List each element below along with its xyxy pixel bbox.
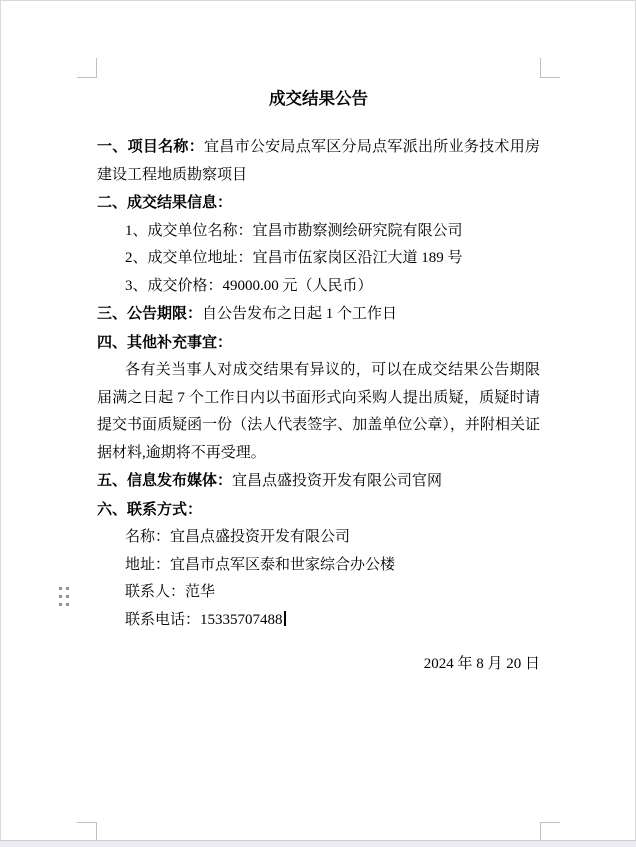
section-notice-period-value: 自公告发布之日起 1 个工作日 [202, 306, 398, 322]
contact-phone-text: 联系电话：15335707488 [125, 611, 283, 628]
margin-mark-top-left [77, 58, 97, 78]
section-media-label: 五、信息发布媒体： [97, 472, 233, 489]
section-project-name-label: 一、项目名称： [97, 138, 204, 155]
section-result-info-heading [97, 189, 540, 218]
margin-mark-bottom-left [77, 822, 97, 842]
document-title: 成交结果公告 [269, 90, 368, 108]
contact-address: 地址：宜昌市点军区泰和世家综合办公楼 [125, 556, 396, 573]
section-contact-heading [97, 496, 540, 525]
section-supplement-label: 四、其他补充事宜： [97, 333, 233, 351]
result-item-supplier-address: 2、成交单位地址：宜昌市伍家岗区沿江大道 189 号 [125, 250, 463, 266]
result-item-price: 3、成交价格：49000.00 元（人民币） [125, 277, 373, 294]
contact-person: 联系人：范华 [125, 584, 216, 600]
section-result-info-label: 二、成交结果信息： [97, 194, 233, 211]
margin-mark-bottom-right [540, 822, 560, 842]
section-media-value: 宜昌点盛投资开发有限公司官网 [232, 473, 443, 489]
app-background-strip [0, 840, 636, 847]
section-media [97, 467, 540, 496]
section-project-name [97, 133, 540, 189]
document-date: 2024 年 8 月 20 日 [423, 656, 540, 672]
section-supplement-heading [97, 329, 540, 358]
contact-phone [97, 607, 540, 635]
margin-mark-top-right [540, 58, 560, 78]
section-contact-label: 六、联系方式： [97, 500, 203, 518]
document-page [97, 86, 540, 679]
section-project-name-value: 宜昌市公安局点军区分局点军派出所业务技术用房建设工程地质勘察项目 [97, 139, 540, 183]
text-cursor [284, 611, 286, 626]
section-notice-period [97, 300, 540, 329]
drag-handle-icon[interactable] [59, 587, 69, 606]
contact-name: 名称：宜昌点盛投资开发有限公司 [125, 529, 351, 545]
supplement-paragraph: 各有关当事人对成交结果有异议的，可以在成交结果公告期限届满之日起 7 个工作日内以书面形式向采购人提出质疑，质疑时请提交书面质疑函一份（法人代表签字、加盖单位公章），并附相关证据材料,逾期将不再受理。 [97, 362, 540, 461]
result-item-supplier-name: 1、成交单位名称：宜昌市勘察测绘研究院有限公司 [125, 222, 463, 239]
section-notice-period-label: 三、公告期限： [97, 305, 203, 322]
